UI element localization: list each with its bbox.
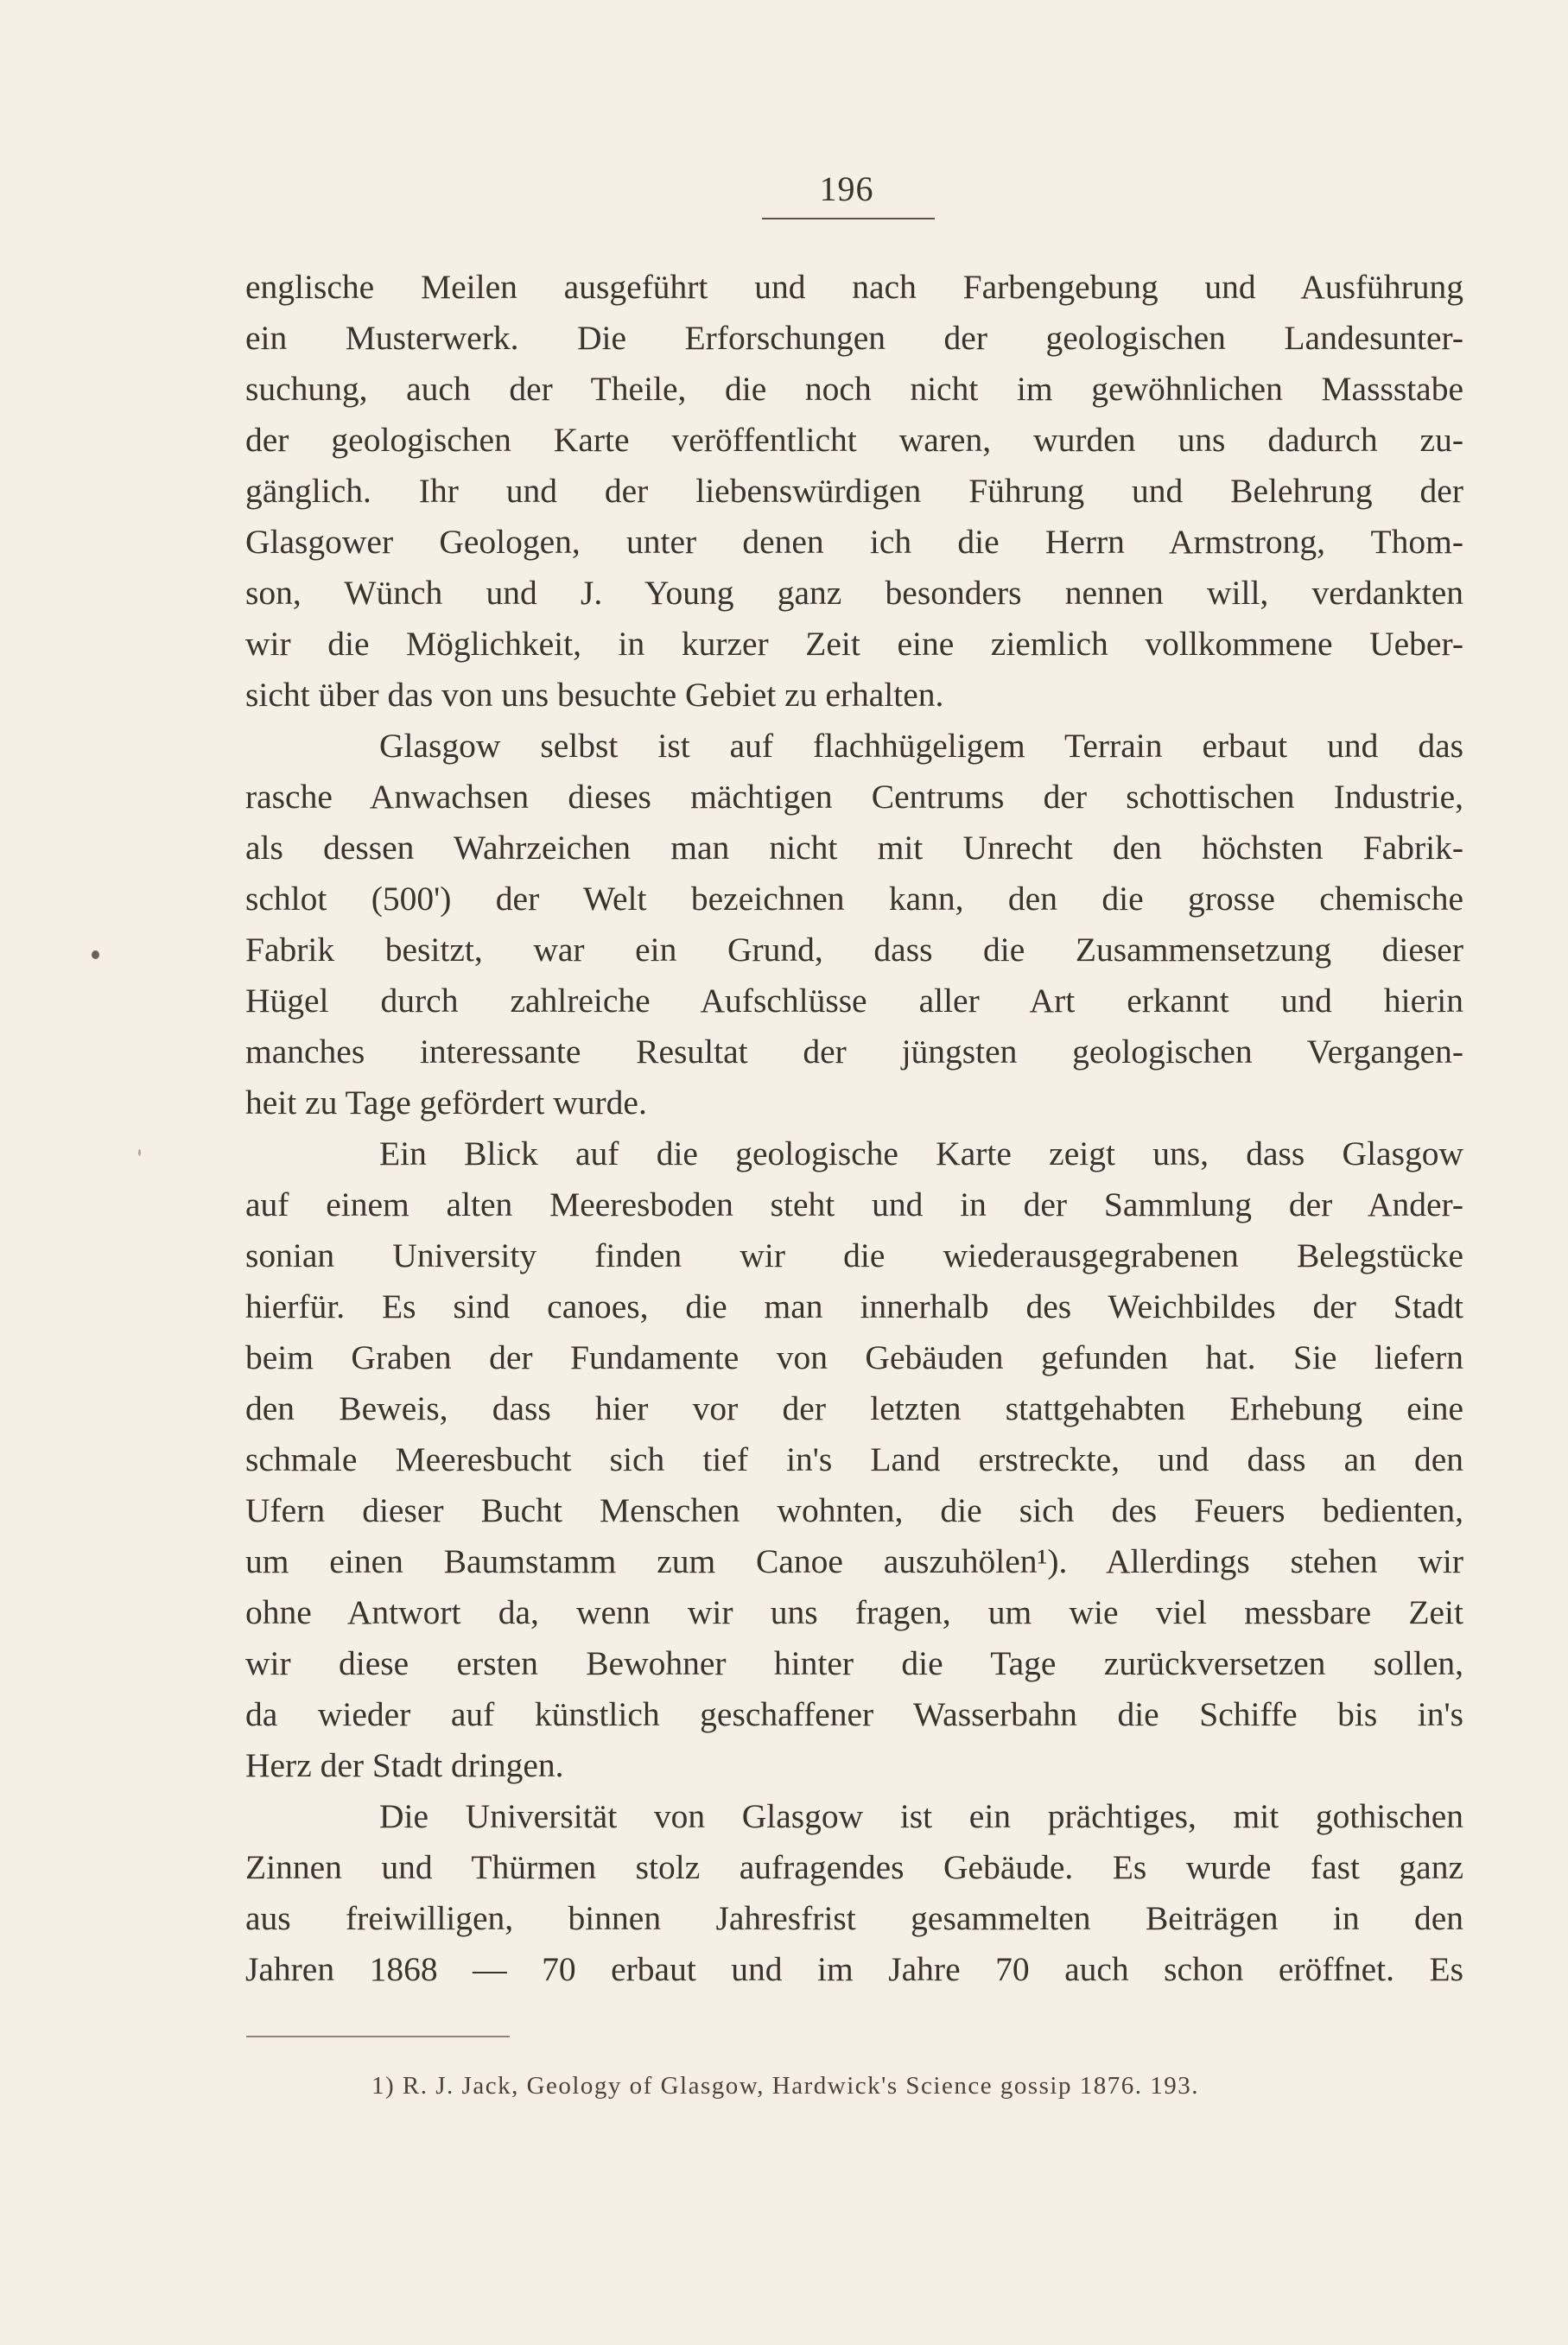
text-line: Zinnen und Thürmen stolz aufragendes Gebäude. Es wurde fast ganz [245, 1848, 1463, 1886]
text-line: heit zu Tage gefördert wurde. [245, 1084, 647, 1122]
text-line: ein Musterwerk. Die Erforschungen der geologischen Landesunter- [245, 319, 1463, 357]
text-line: Jahren 1868 — 70 erbaut und im Jahre 70 auch schon eröffnet. Es [245, 1950, 1463, 1988]
footnote: 1) R. J. Jack, Geology of Glasgow, Hardwick's Science gossip 1876. 193. [371, 2072, 1199, 2100]
text-line: Fabrik besitzt, war ein Grund, dass die Zusammensetzung dieser [245, 931, 1463, 969]
ink-speck [138, 1149, 141, 1156]
text-line: rasche Anwachsen dieses mächtigen Centrums der schottischen Industrie, [245, 778, 1463, 816]
text-line: ohne Antwort da, wenn wir uns fragen, um wie viel messbare Zeit [245, 1593, 1463, 1631]
text-line: Ufern dieser Bucht Menschen wohnten, die sich des Feuers bedienten, [245, 1491, 1463, 1529]
text-line: manches interessante Resultat der jüngsten geologischen Vergangen- [245, 1033, 1463, 1071]
text-line: schmale Meeresbucht sich tief in's Land erstreckte, und dass an den [245, 1440, 1463, 1478]
page-number: 196 [819, 169, 874, 208]
text-line: Hügel durch zahlreiche Aufschlüsse aller Art erkannt und hierin [245, 982, 1463, 1020]
text-line: sicht über das von uns besuchte Gebiet zu erhalten. [245, 676, 944, 714]
text-line: beim Graben der Fundamente von Gebäuden gefunden hat. Sie liefern [245, 1338, 1463, 1376]
text-line: Glasgow selbst ist auf flachhügeligem Terrain erbaut und das [379, 727, 1463, 765]
text-line: Herz der Stadt dringen. [245, 1746, 564, 1784]
text-line: hierfür. Es sind canoes, die man innerhalb des Weichbildes der Stadt [245, 1287, 1463, 1325]
page-number-rule [762, 218, 935, 219]
text-line: wir diese ersten Bewohner hinter die Tage zurückversetzen sollen, [245, 1644, 1463, 1682]
text-line: wir die Möglichkeit, in kurzer Zeit eine ziemlich vollkommene Ueber- [245, 625, 1463, 663]
text-line: den Beweis, dass hier vor der letzten stattgehabten Erhebung eine [245, 1389, 1463, 1427]
text-line: sonian University finden wir die wiederausgegrabenen Belegstücke [245, 1236, 1463, 1274]
text-line: Ein Blick auf die geologische Karte zeigt uns, dass Glasgow [379, 1134, 1463, 1172]
text-line: gänglich. Ihr und der liebenswürdigen Führung und Belehrung der [245, 472, 1463, 510]
text-line: aus freiwilligen, binnen Jahresfrist gesammelten Beiträgen in den [245, 1899, 1463, 1937]
ink-speck [92, 950, 99, 959]
text-line: englische Meilen ausgeführt und nach Farbengebung und Ausführung [245, 268, 1463, 306]
text-line: schlot (500') der Welt bezeichnen kann, den die grosse chemische [245, 880, 1463, 918]
text-line: als dessen Wahrzeichen man nicht mit Unrecht den höchsten Fabrik- [245, 829, 1463, 867]
text-line: da wieder auf künstlich geschaffener Wasserbahn die Schiffe bis in's [245, 1695, 1463, 1733]
text-line: um einen Baumstamm zum Canoe auszuhölen¹). Allerdings stehen wir [245, 1542, 1463, 1580]
footnote-rule [246, 2036, 510, 2037]
text-line: suchung, auch der Theile, die noch nicht im gewöhnlichen Massstabe [245, 370, 1463, 408]
text-line: der geologischen Karte veröffentlicht waren, wurden uns dadurch zu- [245, 421, 1463, 459]
text-line: son, Wünch und J. Young ganz besonders nennen will, verdankten [245, 574, 1463, 612]
text-line: auf einem alten Meeresboden steht und in der Sammlung der Ander- [245, 1185, 1463, 1223]
text-line: Die Universität von Glasgow ist ein prächtiges, mit gothischen [379, 1797, 1463, 1835]
text-line: Glasgower Geologen, unter denen ich die Herrn Armstrong, Thom- [245, 523, 1463, 561]
body-text [245, 262, 1463, 1995]
